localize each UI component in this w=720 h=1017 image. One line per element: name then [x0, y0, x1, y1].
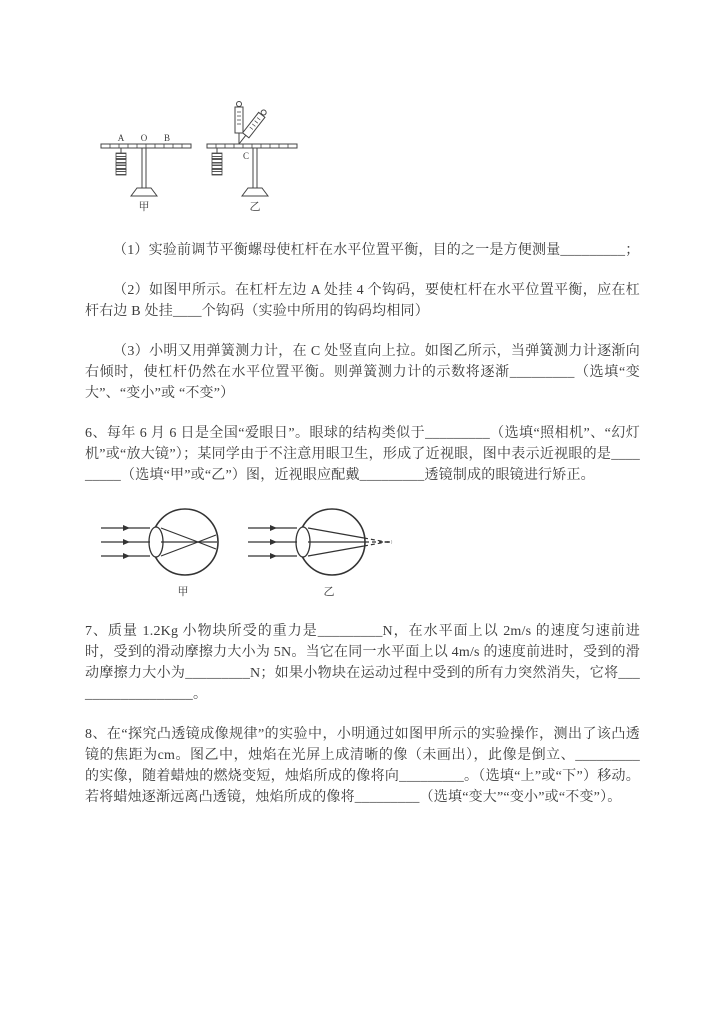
eye-diagram-left: [101, 509, 218, 575]
question-7-text: 7、质量 1.2Kg 小物块所受的重力是_________N，在水平面上以 2m/s 的速度匀速前进时，受到的滑动摩擦力大小为 5N。当它在同一水平面上以 4m/s 的速度前进时，受到的滑动摩擦力大小为_________N；如果小物块在运动过程中受到的所有力突然消失，它将__________________。: [85, 624, 640, 702]
lever-left-caption: 甲: [138, 201, 150, 213]
ray-arrow-icon: [123, 525, 130, 531]
eye-lens-left: [149, 527, 163, 557]
weight-stack-left: [116, 148, 126, 175]
question-5-part2-text: （2）如图甲所示。在杠杆左边 A 处挂 4 个钩码，要使杠杆在水平位置平衡，应在杠杆右边 B 处挂____个钩码（实验中所用的钩码均相同）: [85, 283, 640, 319]
lever-beam-left: [101, 144, 191, 148]
ray-arrow-icon: [270, 525, 277, 531]
lever-diagrams-svg: [97, 92, 312, 214]
eye-diagram-right: [248, 509, 393, 575]
lever-diagram-left: [101, 133, 191, 213]
eye-diagrams-figure: [95, 505, 640, 599]
eye-left-caption: 甲: [177, 586, 189, 598]
lever-mark-b: B: [163, 133, 171, 143]
ray-arrow-icon: [270, 539, 277, 545]
question-8-text: 8、在“探究凸透镜成像规律”的实验中，小明通过如图甲所示的实验操作，测出了该凸透镜的焦距为cm。图乙中，烛焰在光屏上成清晰的像（未画出），此像是倒立、_________的实像，随着蜡烛的燃烧变短，烛焰所成的像将向_________。（选填“上”或“下”）移动。若将蜡烛逐渐远离凸透镜，烛焰所成的像将_________（选填“变大”“变小”或“不变”）。: [85, 727, 640, 805]
ray-arrow-icon: [123, 553, 130, 559]
lever-diagram-right: [207, 102, 297, 214]
ray-arrow-icon: [270, 553, 277, 559]
question-6-text: 6、每年 6 月 6 日是全国“爱眼日”。眼球的结构类似于_________（选填“照相机”、“幻灯机”或“放大镜”）；某同学由于不注意用眼卫生，形成了近视眼，图中表示近视眼的是_________（选填“甲”或“乙”）图，近视眼应配戴_________透镜制成的眼镜进行矫正。: [85, 426, 640, 483]
lever-mark-a: A: [117, 133, 125, 143]
lever-right-caption: 乙: [249, 201, 261, 213]
ray-arrow-icon: [123, 539, 130, 545]
spring-scale-vertical-icon: [235, 102, 243, 145]
lever-stand-left: [131, 148, 157, 196]
eye-right-caption: 乙: [323, 586, 335, 598]
lever-mark-o: O: [140, 133, 148, 143]
lever-mark-c: C: [243, 151, 250, 161]
question-5-part1-text: （1）实验前调节平衡螺母使杠杆在水平位置平衡，目的之一是方便测量_________；: [113, 243, 640, 258]
weight-stack-right: [212, 148, 222, 175]
question-5-part3-text: （3）小明又用弹簧测力计，在 C 处竖直向上拉。如图乙所示，当弹簧测力计逐渐向右倾时，使杠杆仍然在水平位置平衡。则弹簧测力计的示数将逐渐_________（选填“变大”、“变小”或 “不变”）: [85, 344, 640, 401]
lever-balance-figure: [97, 92, 640, 214]
eye-diagrams-svg: [95, 505, 405, 599]
eye-lens-right: [296, 527, 310, 557]
lever-beam-right: [207, 144, 297, 148]
